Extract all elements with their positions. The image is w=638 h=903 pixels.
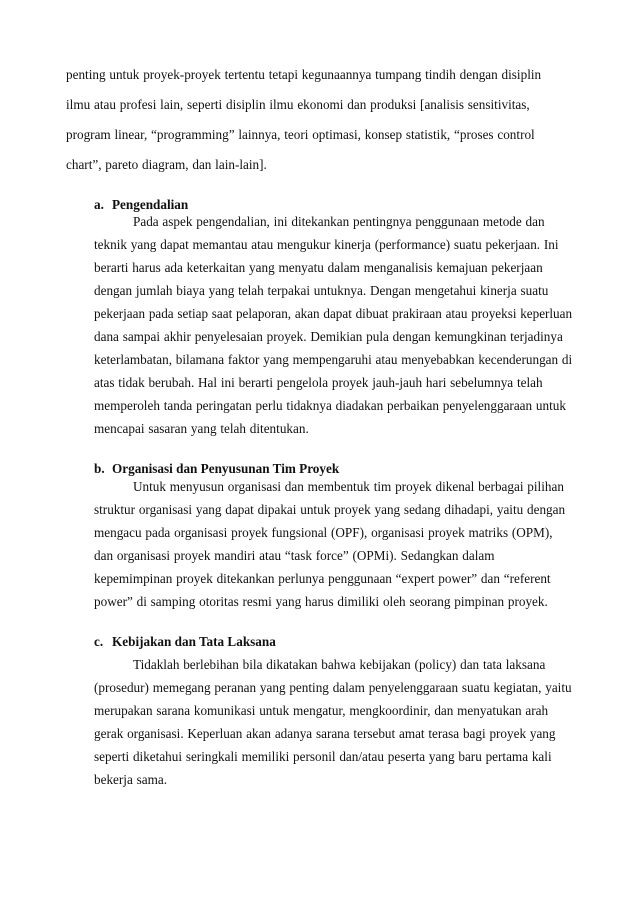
text-line: bekerja sama. <box>94 772 167 787</box>
section-heading <box>94 633 276 651</box>
text-line: struktur organisasi yang dapat dipakai untuk proyek yang sedang dihadapi, yaitu dengan <box>94 502 566 517</box>
section-heading <box>94 196 188 214</box>
text-line: gerak organisasi. Keperluan akan adanya sarana tersebut amat terasa bagi proyek yang <box>94 726 556 741</box>
text-line: Tidaklah berlebihan bila dikatakan bahwa kebijakan (policy) dan tata laksana <box>133 657 546 672</box>
text-line: merupakan sarana komunikasi untuk mengatur, mengkoordinir, dan menyatukan arah <box>94 703 549 718</box>
section-title: Kebijakan dan Tata Laksana <box>112 634 276 649</box>
section-letter: a. <box>94 197 104 212</box>
text-line: mengacu pada organisasi proyek fungsional (OPF), organisasi proyek matriks (OPM), <box>94 525 553 540</box>
text-line: mencapai sasaran yang telah ditentukan. <box>94 421 309 436</box>
section-title: Organisasi dan Penyusunan Tim Proyek <box>112 461 340 476</box>
text-line: (prosedur) memegang peranan yang penting dalam penyelenggaraan suatu kegiatan, yaitu <box>94 680 572 695</box>
text-line: pekerjaan pada setiap saat pelaporan, akan dapat dibuat prakiraan atau proyeksi keperluan <box>94 306 573 321</box>
section-heading <box>94 460 339 478</box>
section-title: Pengendalian <box>112 197 189 212</box>
text-line: chart”, pareto diagram, dan lain-lain]. <box>66 157 267 172</box>
section-letter: c. <box>94 634 104 649</box>
text-line: dengan jumlah biaya yang telah terpakai untuknya. Dengan mengetahui kinerja suatu <box>94 283 549 298</box>
text-line: berarti harus ada keterkaitan yang menyatu dalam menganalisis kemajuan pekerjaan <box>94 260 543 275</box>
text-line: Untuk menyusun organisasi dan membentuk tim proyek dikenal berbagai pilihan <box>133 479 564 494</box>
text-line: program linear, “programming” lainnya, teori optimasi, konsep statistik, “proses control <box>66 127 535 142</box>
text-line: seperti diketahui seringkali memiliki personil dan/atau peserta yang baru pertama kali <box>94 749 552 764</box>
text-line: power” di samping otoritas resmi yang harus dimiliki oleh seorang pimpinan proyek. <box>94 594 548 609</box>
text-line: keterlambatan, bilamana faktor yang mempengaruhi atau menyebabkan kecenderungan di <box>94 352 573 367</box>
text-line: atas tidak berubah. Hal ini berarti pengelola proyek jauh-jauh hari sebelumnya telah <box>94 375 543 390</box>
text-line: dana sampai akhir penyelesaian proyek. Demikian pula dengan kemungkinan terjadinya <box>94 329 563 344</box>
section-letter: b. <box>94 461 105 476</box>
text-line: kepemimpinan proyek ditekankan perlunya penggunaan “expert power” dan “referent <box>94 571 551 586</box>
text-line: memperoleh tanda peringatan perlu tidaknya diadakan perbaikan penyelenggaraan untuk <box>94 398 566 413</box>
text-line: dan organisasi proyek mandiri atau “task force” (OPMi). Sedangkan dalam <box>94 548 495 563</box>
text-line: teknik yang dapat memantau atau mengukur kinerja (performance) suatu pekerjaan. Ini <box>94 237 559 252</box>
text-line: ilmu atau profesi lain, seperti disiplin ilmu ekonomi dan produksi [analisis sensitivitas, <box>66 97 530 112</box>
text-line: penting untuk proyek-proyek tertentu tetapi kegunaannya tumpang tindih dengan disiplin <box>66 67 542 82</box>
text-line: Pada aspek pengendalian, ini ditekankan pentingnya penggunaan metode dan <box>133 214 545 229</box>
